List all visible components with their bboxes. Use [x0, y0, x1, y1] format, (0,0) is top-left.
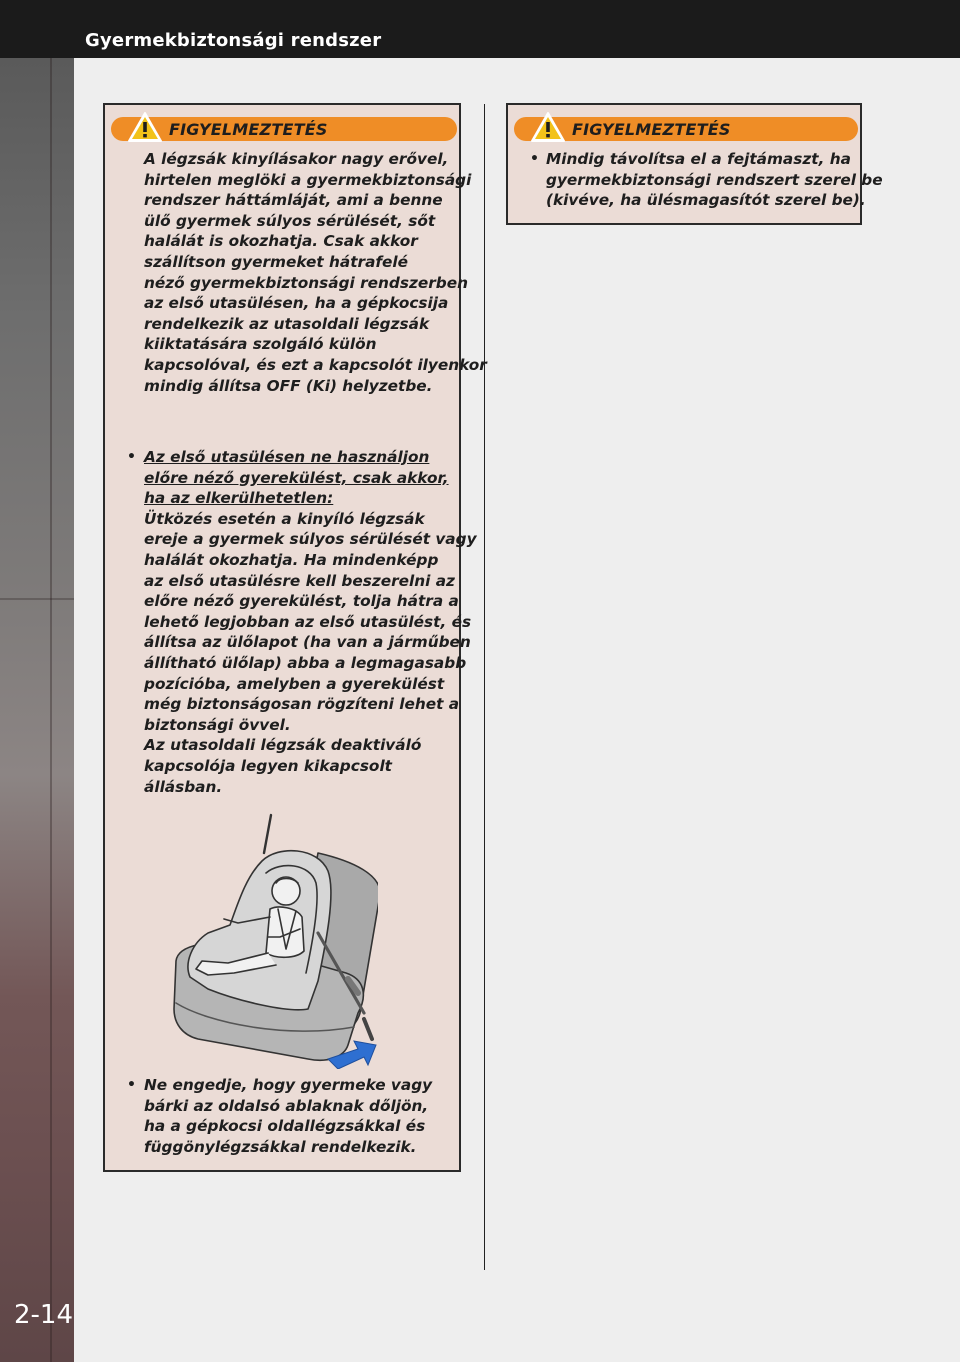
page-number: 2-14	[14, 1300, 74, 1330]
text-line: kiiktatására szolgáló külön	[144, 335, 377, 354]
warning-box-right	[506, 103, 883, 225]
warning-triangle-icon	[530, 111, 566, 143]
child-seat-illustration	[168, 813, 378, 1069]
bullet-dot: •	[530, 151, 539, 167]
bullet-heading-line: ha az elkerülhetetlen:	[144, 489, 334, 508]
warning-heading: FIGYELMEZTETÉS	[169, 120, 328, 139]
text-line: pozícióba, amelyben a gyerekülést	[144, 674, 445, 693]
text-line: biztonsági övvel.	[144, 715, 291, 734]
text-line: hirtelen meglöki a gyermekbiztonsági	[144, 170, 472, 189]
text-line: ereje a gyermek súlyos sérülését vagy	[144, 530, 477, 549]
text-line: még biztonságosan rögzíteni lehet a	[144, 695, 460, 714]
section-title: Gyermekbiztonsági rendszer	[85, 30, 382, 51]
bullet-heading-line: előre néző gyerekülést, csak akkor,	[144, 468, 449, 487]
warning-triangle-icon	[127, 111, 163, 143]
bullet-headrest	[546, 149, 883, 211]
text-line: lehető legjobban az első utasülést, és	[144, 612, 472, 631]
text-line: bárki az oldalsó ablaknak dőljön,	[144, 1096, 429, 1115]
text-line: (kivéve, ha ülésmagasítót szerel be).	[546, 191, 866, 210]
text-line: előre néző gyerekülést, tolja hátra a	[144, 592, 459, 611]
text-line: rendelkezik az utasoldali légzsák	[144, 314, 430, 333]
warning-banner	[111, 117, 457, 141]
text-line: néző gyermekbiztonsági rendszerben	[144, 273, 468, 292]
text-line: halálát okozhatja. Ha mindenképp	[144, 550, 439, 569]
bullet-passenger-seat	[144, 447, 477, 797]
text-line: Ütközés esetén a kinyíló légzsák	[144, 509, 425, 528]
seat-seam	[50, 58, 52, 1362]
warning-box-left	[103, 103, 487, 1172]
text-line: az első utasülésre kell beszerelni az	[144, 571, 455, 590]
text-line: kapcsolóval, és ezt a kapcsolót ilyenkor	[144, 355, 487, 374]
text-line: A légzsák kinyílásakor nagy erővel,	[144, 150, 449, 168]
text-line: mindig állítsa OFF (Ki) helyzetbe.	[144, 376, 433, 395]
text-line: függönylégzsákkal rendelkezik.	[144, 1137, 417, 1156]
bullet-dot: •	[127, 1077, 136, 1093]
text-line: gyermekbiztonsági rendszert szerel be	[546, 170, 883, 189]
text-line: Az utasoldali légzsák deaktiváló	[144, 736, 422, 755]
warning-intro-text	[144, 149, 487, 396]
text-line: kapcsolója legyen kikapcsolt	[144, 756, 392, 775]
text-line: Ne engedje, hogy gyermeke vagy	[144, 1076, 433, 1094]
text-line: állítható ülőlap) abba a legmagasabb	[144, 653, 467, 672]
text-line: Mindig távolítsa el a fejtámaszt, ha	[546, 150, 851, 168]
text-line: az első utasülésen, ha a gépkocsija	[144, 294, 449, 313]
warning-banner	[514, 117, 858, 141]
bullet-side-windows	[144, 1075, 432, 1157]
warning-heading: FIGYELMEZTETÉS	[572, 120, 731, 139]
text-line: állítsa az ülőlapot (ha van a járműben	[144, 633, 471, 652]
side-strip	[0, 58, 74, 1362]
text-line: szállítson gyermeket hátrafelé	[144, 252, 409, 271]
header-bar	[0, 0, 960, 58]
text-line: állásban.	[144, 777, 223, 796]
seat-seam	[0, 598, 74, 600]
text-line: rendszer háttámláját, ami a benne	[144, 191, 443, 210]
text-line: ülő gyermek súlyos sérülését, sőt	[144, 211, 436, 230]
text-line: ha a gépkocsi oldallégzsákkal és	[144, 1117, 426, 1136]
bullet-dot: •	[127, 449, 136, 465]
bullet-heading-line: Az első utasülésen ne használjon	[144, 448, 430, 466]
text-line: halálát is okozhatja. Csak akkor	[144, 232, 418, 251]
